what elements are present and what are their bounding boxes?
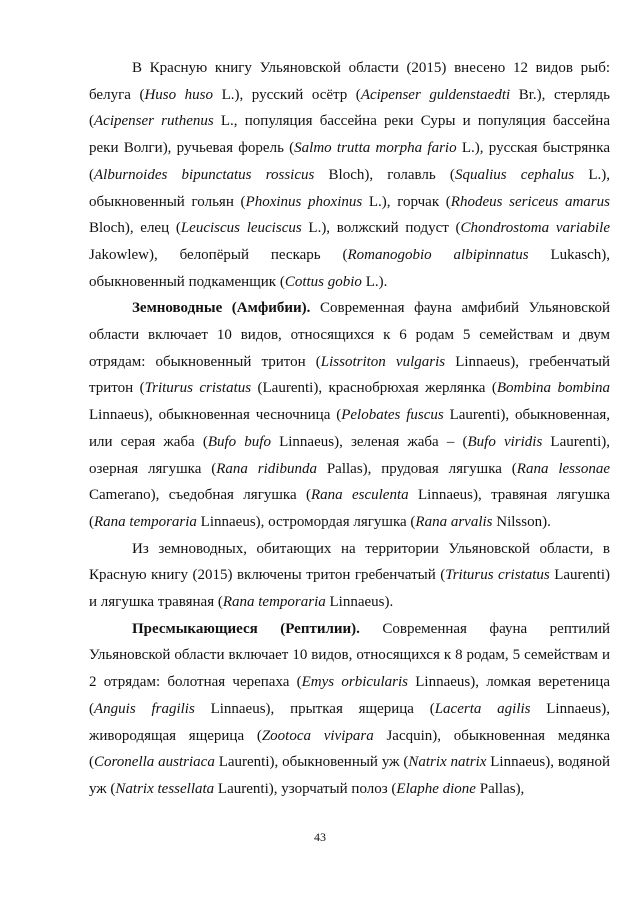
- species-name: Elaphe dione: [396, 780, 476, 797]
- text-run: L.), русская быстрянка (: [89, 140, 610, 183]
- text-run: Br.), стерлядь (: [89, 86, 611, 130]
- text-run: Nilsson).: [492, 513, 551, 530]
- species-name: Lissotriton vulgaris: [320, 353, 446, 370]
- species-name: Chondrostoma variabile: [460, 220, 610, 237]
- text-run: L.).: [361, 273, 388, 290]
- text-run: Linnaeus), гребенчатый тритон (: [89, 353, 610, 397]
- species-name: Leuciscus leuciscus: [180, 220, 302, 237]
- species-name: Natrix natrix: [408, 754, 487, 771]
- text-run: Linnaeus), водяной уж (: [89, 754, 611, 797]
- text-run: Linnaeus), ломкая веретеница (: [89, 674, 610, 717]
- text-run: Linnaeus), остромордая лягушка (: [196, 513, 416, 530]
- text-run: Jacquin), обыкновенная медянка (: [89, 727, 610, 771]
- section-heading: Земноводные (Амфибии).: [132, 300, 311, 317]
- species-name: Rana ridibunda: [216, 460, 317, 477]
- text-run: Bloch), голавль (: [314, 166, 455, 183]
- text-run: Современная фауна рептилий Ульяновской области включает 10 видов, относящихся к 8 родам, 5 семействам и 2 отрядам: болотная черепаха (: [89, 620, 610, 691]
- text-run: Laurenti), обыкновенный уж (: [214, 754, 409, 771]
- species-name: Romanogobio albipinnatus: [347, 246, 529, 263]
- text-run: Bloch), елец (: [89, 220, 181, 237]
- species-name: Rana arvalis: [415, 513, 493, 530]
- text-run: Из земноводных, обитающих на территории Ульяновской области, в Красную книгу (2015) включены тритон гребенчатый (: [89, 540, 610, 584]
- species-name: Lacerta agilis: [434, 700, 531, 717]
- text-run: L.), волжский подуст (: [301, 220, 461, 237]
- species-name: Acipenser ruthenus: [94, 113, 214, 130]
- species-name: Natrix tessellata: [115, 780, 215, 797]
- text-run: Jakowlew), белопёрый пескарь (: [89, 246, 348, 263]
- text-run: Linnaeus), прыткая ящерица (: [194, 700, 435, 717]
- text-run: L.), обыкновенный гольян (: [89, 166, 610, 210]
- text-run: В Красную книгу Ульяновской области (2015) внесено 12 видов рыб: белуга (: [89, 60, 610, 103]
- text-run: Linnaeus).: [325, 594, 394, 611]
- species-name: Salmo trutta morpha fario: [294, 140, 457, 157]
- species-name: Bufo viridis: [467, 433, 543, 450]
- text-run: Laurenti) и лягушка травяная (: [89, 567, 610, 611]
- text-run: Pallas),: [475, 780, 525, 797]
- text-run: (Laurenti), краснобрюхая жерлянка (: [251, 380, 497, 397]
- species-name: Rana temporaria: [222, 594, 326, 611]
- text-run: Pallas), прудовая лягушка (: [316, 460, 517, 477]
- species-name: Rana esculenta: [310, 487, 409, 504]
- species-name: Cottus gobio: [284, 273, 362, 290]
- text-run: L.), горчак (: [362, 193, 451, 210]
- species-name: Zootoca vivipara: [261, 727, 374, 744]
- species-name: Emys orbicularis: [301, 674, 409, 691]
- text-run: L.), русский осётр (: [213, 86, 361, 103]
- species-name: Rana lessonae: [516, 460, 610, 477]
- text-run: L., популяция бассейна реки Суры и популяция бассейна реки Волги), ручьевая форель (: [89, 113, 610, 157]
- text-run: Linnaeus), живородящая ящерица (: [89, 700, 611, 744]
- paragraph-amphibians: [89, 295, 610, 535]
- species-name: Anguis fragilis: [94, 700, 195, 717]
- paragraph-red-book-amphibians: [89, 536, 610, 616]
- text-run: Lukasch), обыкновенный подкаменщик (: [89, 246, 611, 290]
- text-run: Linnaeus), травяная лягушка (: [89, 487, 610, 530]
- paragraph-reptiles: [89, 616, 610, 803]
- species-name: Coronella austriaca: [94, 754, 215, 771]
- page-number: 43: [314, 830, 326, 844]
- text-run: Laurenti), обыкновенная, или серая жаба (: [89, 407, 611, 450]
- text-run: Camerano), съедобная лягушка (: [89, 487, 311, 504]
- species-name: Rhodeus sericeus amarus: [450, 193, 610, 210]
- species-name: Huso huso: [144, 86, 214, 103]
- text-run: Laurenti), узорчатый полоз (: [214, 780, 397, 797]
- species-name: Alburnoides bipunctatus rossicus: [94, 166, 315, 183]
- text-run: Linnaeus), обыкновенная чесночница (: [89, 407, 342, 424]
- species-name: Triturus cristatus: [445, 567, 550, 584]
- species-name: Bombina bombina: [496, 380, 610, 397]
- paragraph-fish: [89, 55, 610, 295]
- species-name: Phoxinus phoxinus: [245, 193, 363, 210]
- section-heading: Пресмыкающиеся (Рептилии).: [132, 620, 360, 637]
- text-run: Современная фауна амфибий Ульяновской области включает 10 видов, относящихся к 6 родам 5 семействам и двум отрядам: обыкновенный тритон (: [89, 300, 610, 370]
- species-name: Bufo bufo: [207, 433, 271, 450]
- text-run: Linnaeus), зеленая жаба – (: [270, 433, 468, 450]
- text-run: Laurenti), озерная лягушка (: [89, 433, 610, 477]
- species-name: Squalius cephalus: [454, 166, 575, 183]
- species-name: Pelobates fuscus: [341, 407, 444, 424]
- species-name: Rana temporaria: [94, 513, 197, 530]
- species-name: Acipenser guldenstaedti: [360, 86, 511, 103]
- species-name: Triturus cristatus: [144, 380, 252, 397]
- document-body: [89, 55, 610, 803]
